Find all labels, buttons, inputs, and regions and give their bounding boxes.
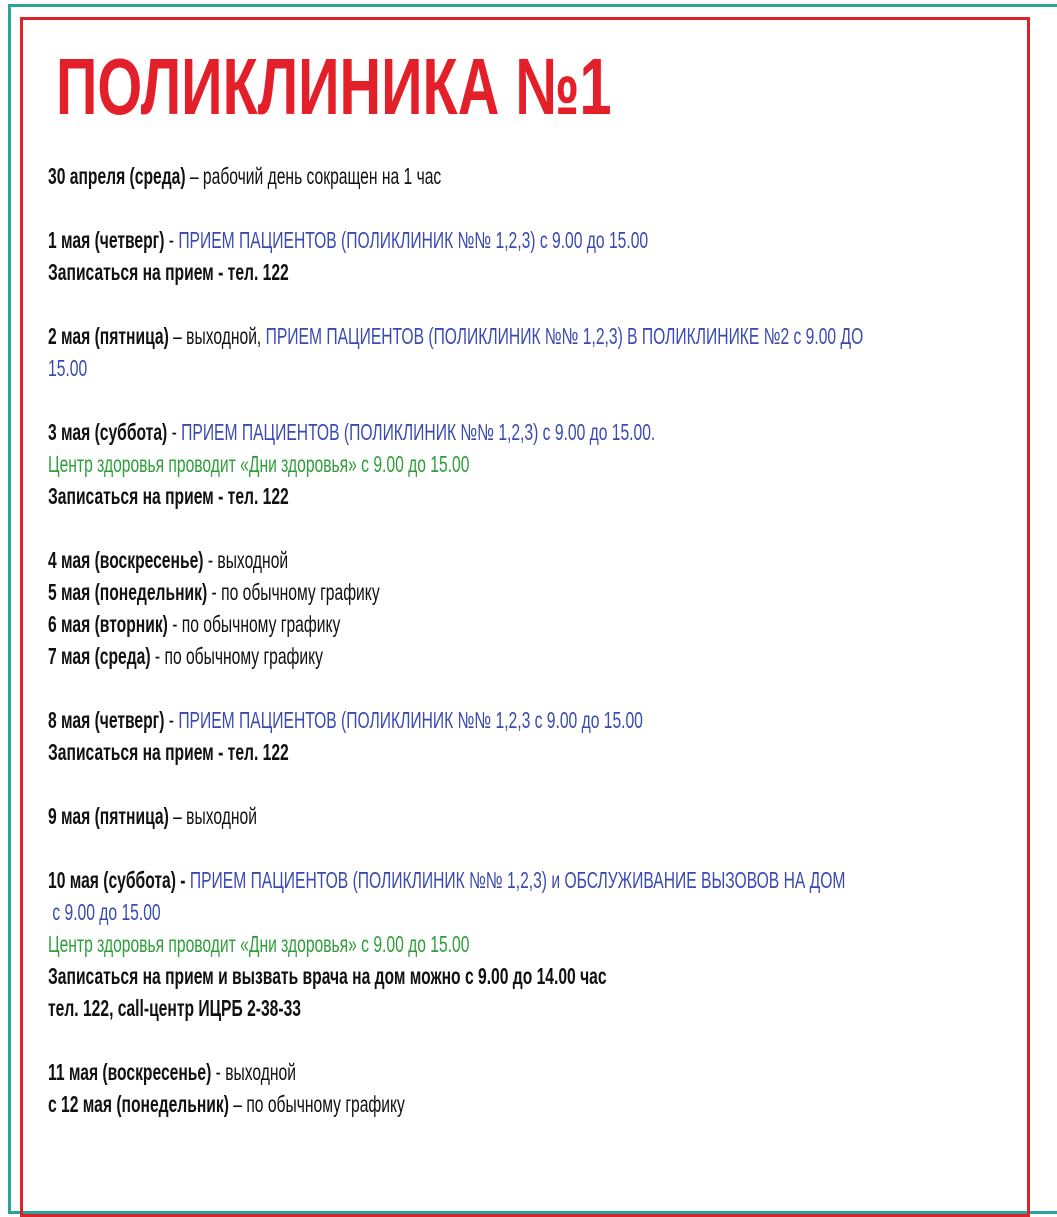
entry-text: – по обычному графику: [228, 1091, 405, 1117]
entry-reception: ПРИЕМ ПАЦИЕНТОВ (ПОЛИКЛИНИК №№ 1,2,3) В ПОЛИКЛИНИКЕ №2 с 9.00 ДО: [265, 323, 864, 349]
list-item: [48, 608, 1000, 640]
list-item: [48, 1088, 1000, 1120]
entry-health-center: Центр здоровья проводит «Дни здоровья» с 9.00 до 15.00: [48, 931, 470, 957]
entry-reception: ПРИЕМ ПАЦИЕНТОВ (ПОЛИКЛИНИК №№ 1,2,3) с 9.00 до 15.00: [178, 227, 649, 253]
entry-phones: тел. 122, call-центр ИЦРБ 2-38-33: [48, 995, 301, 1021]
entry-text: - по обычному графику: [167, 611, 341, 637]
entry-date: с 12 мая (понедельник): [48, 1091, 229, 1117]
list-item: [48, 224, 1000, 256]
entry-separator: -: [167, 419, 182, 445]
entry-text: - выходной: [203, 547, 289, 573]
list-item: [48, 576, 1000, 608]
entry-date: 1 мая (четверг): [48, 227, 165, 253]
entry-text: – выходной: [168, 803, 257, 829]
list-item: [48, 1056, 1000, 1088]
list-item: [48, 704, 1000, 736]
entry-text: – рабочий день сокращен на 1 час: [185, 163, 442, 189]
entry-signup: Записаться на прием - тел. 122: [48, 483, 289, 509]
entry-date: 11 мая (воскресенье): [48, 1059, 212, 1085]
entry-reception-cont: 15.00: [48, 355, 88, 381]
entry-signup: Записаться на прием - тел. 122: [48, 259, 289, 285]
entry-date: 8 мая (четверг): [48, 707, 165, 733]
entry-date: 2 мая (пятница): [48, 323, 169, 349]
entry-date: 30 апреля (среда): [48, 163, 186, 189]
entry-date: 10 мая (суббота): [48, 867, 176, 893]
entry-text: - по обычному графику: [150, 643, 324, 669]
page-title: ПОЛИКЛИНИКА №1: [56, 42, 612, 131]
list-item: [48, 160, 1000, 192]
list-item: [48, 640, 1000, 672]
entry-date: 9 мая (пятница): [48, 803, 169, 829]
entry-reception-cont: с 9.00 до 15.00: [48, 899, 161, 925]
entry-reception: ПРИЕМ ПАЦИЕНТОВ (ПОЛИКЛИНИК №№ 1,2,3) и ОБСЛУЖИВАНИЕ ВЫЗОВОВ НА ДОМ: [189, 867, 846, 893]
entry-text: - выходной: [211, 1059, 296, 1085]
entry-separator: -: [164, 707, 179, 733]
entry-separator: -: [175, 867, 190, 893]
list-item: [48, 864, 1000, 896]
entry-separator: -: [164, 227, 179, 253]
list-item: [48, 800, 1000, 832]
entry-date: 5 мая (понедельник): [48, 579, 208, 605]
entry-reception: ПРИЕМ ПАЦИЕНТОВ (ПОЛИКЛИНИК №№ 1,2,3) с 9.00 до 15.00.: [181, 419, 656, 445]
entry-date: 6 мая (вторник): [48, 611, 168, 637]
entry-reception: ПРИЕМ ПАЦИЕНТОВ (ПОЛИКЛИНИК №№ 1,2,3 с 9.00 до 15.00: [178, 707, 643, 733]
entry-signup: Записаться на прием - тел. 122: [48, 739, 289, 765]
entry-date: 7 мая (среда): [48, 643, 151, 669]
list-item: [48, 544, 1000, 576]
entry-text: - по обычному графику: [207, 579, 380, 605]
list-item: [48, 320, 1000, 352]
list-item: [48, 416, 1000, 448]
entry-signup: Записаться на прием и вызвать врача на дом можно с 9.00 до 14.00 час: [48, 963, 607, 989]
entry-text: – выходной,: [168, 323, 266, 349]
entry-health-center: Центр здоровья проводит «Дни здоровья» с 9.00 до 15.00: [48, 451, 470, 477]
schedule-list: [48, 160, 1000, 1120]
entry-date: 3 мая (суббота): [48, 419, 168, 445]
entry-date: 4 мая (воскресенье): [48, 547, 204, 573]
